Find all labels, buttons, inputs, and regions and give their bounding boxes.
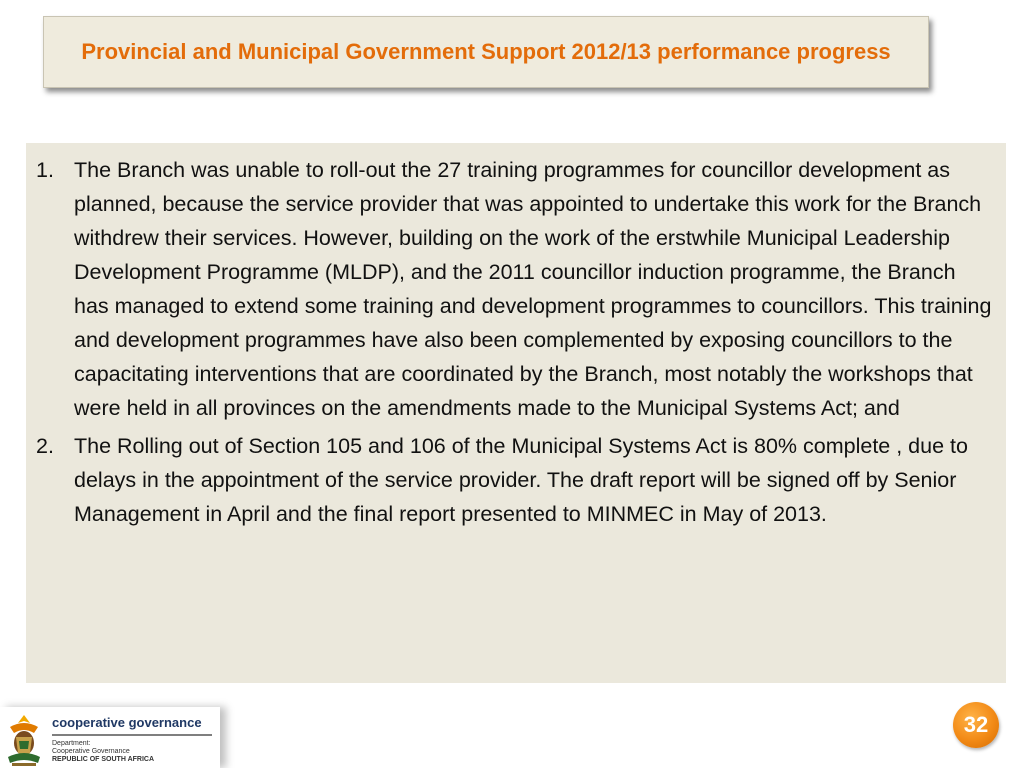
coat-of-arms-icon [4, 713, 44, 767]
content-panel [26, 143, 1006, 683]
list-item-number: 2. [36, 434, 54, 458]
list-item [36, 429, 994, 531]
logo-title: cooperative governance [52, 715, 202, 730]
logo-department-label: Department: [52, 740, 91, 747]
title-banner [43, 16, 929, 88]
list-item-text: The Rolling out of Section 105 and 106 of the Municipal Systems Act is 80% complete , due to delays in the appointment of the service provider. The draft report will be signed off by Senior Management in April and the final report presented to MINMEC in May of 2013. [74, 434, 968, 526]
page-number-badge: 32 [953, 702, 999, 748]
list-item [36, 153, 994, 425]
logo-divider [52, 734, 212, 736]
list-item-text: The Branch was unable to roll-out the 27 training programmes for councillor development as planned, because the service provider that was appointed to undertake this work for the Branch withdrew their services. However, building on the work of the erstwhile Municipal Leadership Development Programme (MLDP), and the 2011 councillor induction programme, the Branch has managed to extend some training and development programmes to councillors. This training and development programmes have also been complemented by exposing councillors to the capacitating interventions that are coordinated by the Branch, most notably the workshops that were held in all provinces on the amendments made to the Municipal Systems Act; and [74, 158, 992, 420]
department-logo [0, 707, 220, 768]
page-title: Provincial and Municipal Government Support 2012/13 performance progress [81, 39, 891, 64]
logo-department-name: Cooperative Governance [52, 748, 130, 755]
numbered-list [36, 153, 994, 531]
list-item-number: 1. [36, 158, 54, 182]
logo-country: REPUBLIC OF SOUTH AFRICA [52, 756, 155, 763]
